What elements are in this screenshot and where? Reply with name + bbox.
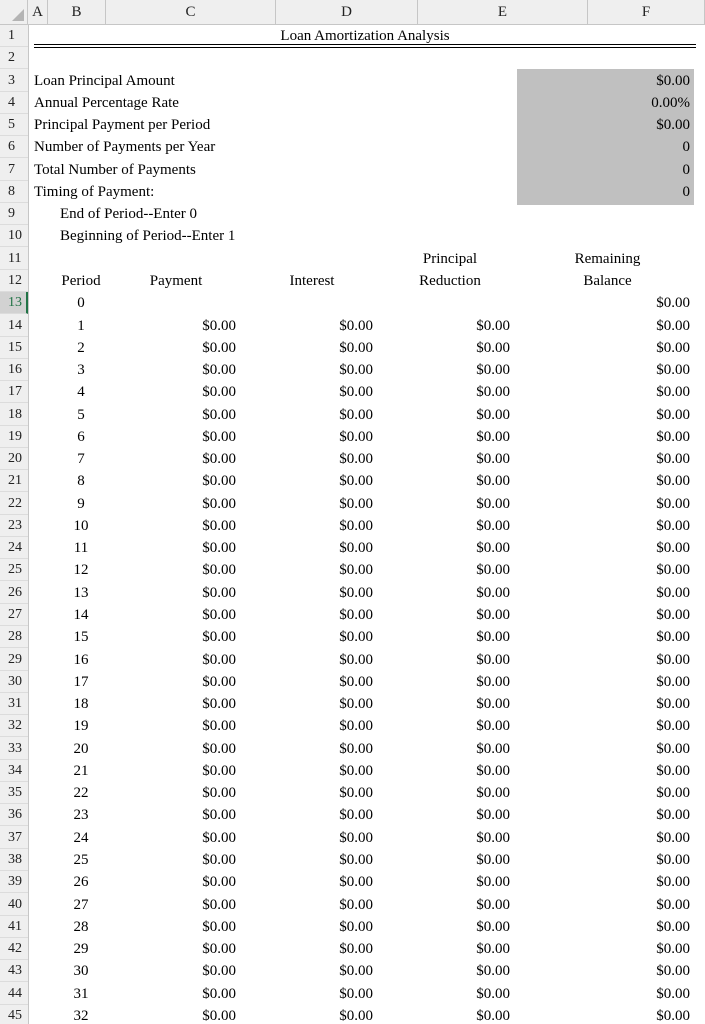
period-cell[interactable]: 14 [73, 607, 89, 624]
payment-cell[interactable]: $0.00 [202, 896, 236, 913]
payment-cell[interactable]: $0.00 [202, 829, 236, 846]
input-value[interactable]: 0 [682, 161, 690, 178]
payment-cell[interactable]: $0.00 [202, 584, 236, 601]
principal-cell[interactable]: $0.00 [476, 362, 510, 379]
interest-cell[interactable]: $0.00 [339, 718, 373, 735]
balance-cell[interactable]: $0.00 [656, 829, 690, 846]
payment-cell[interactable]: $0.00 [202, 428, 236, 445]
row-header-7[interactable]: 7 [0, 159, 28, 181]
principal-cell[interactable]: $0.00 [476, 428, 510, 445]
principal-cell[interactable]: $0.00 [476, 584, 510, 601]
period-cell[interactable]: 27 [73, 896, 89, 913]
payment-cell[interactable]: $0.00 [202, 851, 236, 868]
payment-cell[interactable]: $0.00 [202, 785, 236, 802]
row-header-11[interactable]: 11 [0, 248, 28, 270]
payment-cell[interactable]: $0.00 [202, 384, 236, 401]
header-balance-top[interactable]: Remaining [574, 250, 641, 267]
interest-cell[interactable]: $0.00 [339, 651, 373, 668]
payment-cell[interactable]: $0.00 [202, 362, 236, 379]
row-header-42[interactable]: 42 [0, 938, 28, 960]
input-label[interactable]: Annual Percentage Rate [34, 94, 179, 111]
balance-cell[interactable]: $0.00 [656, 896, 690, 913]
period-cell[interactable]: 18 [73, 696, 89, 713]
period-cell[interactable]: 25 [73, 851, 89, 868]
balance-cell[interactable]: $0.00 [656, 540, 690, 557]
principal-cell[interactable]: $0.00 [476, 406, 510, 423]
period-cell[interactable]: 21 [73, 762, 89, 779]
interest-cell[interactable]: $0.00 [339, 540, 373, 557]
principal-cell[interactable]: $0.00 [476, 985, 510, 1002]
payment-cell[interactable]: $0.00 [202, 740, 236, 757]
interest-cell[interactable]: $0.00 [339, 918, 373, 935]
principal-cell[interactable]: $0.00 [476, 785, 510, 802]
period-cell[interactable]: 2 [77, 339, 85, 356]
payment-cell[interactable]: $0.00 [202, 517, 236, 534]
period-cell[interactable]: 12 [73, 562, 89, 579]
row-header-1[interactable]: 1 [0, 25, 28, 47]
balance-cell[interactable]: $0.00 [656, 696, 690, 713]
select-all-corner[interactable] [0, 0, 28, 24]
column-header-bar [0, 0, 705, 25]
select-all-triangle-icon [12, 9, 24, 21]
balance-cell[interactable]: $0.00 [656, 584, 690, 601]
interest-cell[interactable]: $0.00 [339, 874, 373, 891]
interest-cell[interactable]: $0.00 [339, 963, 373, 980]
balance-cell[interactable]: $0.00 [656, 473, 690, 490]
period-cell[interactable]: 22 [73, 785, 89, 802]
row-header-13[interactable]: 13 [0, 292, 28, 314]
row-header-43[interactable]: 43 [0, 960, 28, 982]
title-underline-double [34, 47, 696, 48]
input-label[interactable]: Loan Principal Amount [34, 72, 175, 89]
interest-cell[interactable]: $0.00 [339, 317, 373, 334]
interest-cell[interactable]: $0.00 [339, 362, 373, 379]
payment-cell[interactable]: $0.00 [202, 607, 236, 624]
balance-cell[interactable]: $0.00 [656, 384, 690, 401]
row-header-36[interactable]: 36 [0, 804, 28, 826]
column-header-b[interactable]: B [48, 0, 106, 24]
payment-cell[interactable]: $0.00 [202, 451, 236, 468]
payment-cell[interactable]: $0.00 [202, 918, 236, 935]
input-label[interactable]: Timing of Payment: [34, 183, 155, 200]
row-header-17[interactable]: 17 [0, 381, 28, 403]
row-header-27[interactable]: 27 [0, 604, 28, 626]
period-cell[interactable]: 23 [73, 807, 89, 824]
balance-cell[interactable]: $0.00 [656, 607, 690, 624]
row-header-4[interactable]: 4 [0, 92, 28, 114]
row-header-45[interactable]: 45 [0, 1005, 28, 1024]
row-header-18[interactable]: 18 [0, 404, 28, 426]
row-header-37[interactable]: 37 [0, 827, 28, 849]
row-header-30[interactable]: 30 [0, 671, 28, 693]
period-cell[interactable]: 26 [73, 874, 89, 891]
balance-cell[interactable]: $0.00 [656, 918, 690, 935]
timing-note[interactable]: Beginning of Period--Enter 1 [60, 228, 236, 245]
row-header-6[interactable]: 6 [0, 136, 28, 158]
sheet-title[interactable]: Loan Amortization Analysis [280, 28, 450, 44]
row-header-25[interactable]: 25 [0, 559, 28, 581]
interest-cell[interactable]: $0.00 [339, 428, 373, 445]
column-header-e[interactable]: E [418, 0, 588, 24]
payment-cell[interactable]: $0.00 [202, 317, 236, 334]
payment-cell[interactable]: $0.00 [202, 473, 236, 490]
row-header-32[interactable]: 32 [0, 715, 28, 737]
interest-cell[interactable]: $0.00 [339, 562, 373, 579]
payment-cell[interactable]: $0.00 [202, 1007, 236, 1024]
row-header-15[interactable]: 15 [0, 337, 28, 359]
input-value[interactable]: 0 [682, 183, 690, 200]
balance-cell[interactable]: $0.00 [656, 941, 690, 958]
payment-cell[interactable]: $0.00 [202, 807, 236, 824]
row-header-28[interactable]: 28 [0, 626, 28, 648]
balance-cell[interactable]: $0.00 [656, 362, 690, 379]
principal-cell[interactable]: $0.00 [476, 874, 510, 891]
input-value[interactable]: 0.00% [651, 94, 690, 111]
payment-cell[interactable]: $0.00 [202, 963, 236, 980]
payment-cell[interactable]: $0.00 [202, 941, 236, 958]
balance-cell[interactable]: $0.00 [656, 495, 690, 512]
interest-cell[interactable]: $0.00 [339, 762, 373, 779]
balance-cell[interactable]: $0.00 [656, 807, 690, 824]
row-header-23[interactable]: 23 [0, 515, 28, 537]
timing-note[interactable]: End of Period--Enter 0 [60, 206, 198, 223]
row-header-8[interactable]: 8 [0, 181, 28, 203]
payment-cell[interactable]: $0.00 [202, 696, 236, 713]
principal-cell[interactable]: $0.00 [476, 740, 510, 757]
principal-cell[interactable]: $0.00 [476, 718, 510, 735]
balance-cell[interactable]: $0.00 [656, 295, 690, 312]
principal-cell[interactable]: $0.00 [476, 696, 510, 713]
interest-cell[interactable]: $0.00 [339, 339, 373, 356]
row-header-9[interactable]: 9 [0, 203, 28, 225]
principal-cell[interactable]: $0.00 [476, 517, 510, 534]
interest-cell[interactable]: $0.00 [339, 406, 373, 423]
period-cell[interactable]: 31 [73, 985, 89, 1002]
period-cell[interactable]: 11 [73, 540, 89, 557]
interest-cell[interactable]: $0.00 [339, 807, 373, 824]
row-header-29[interactable]: 29 [0, 649, 28, 671]
principal-cell[interactable]: $0.00 [476, 629, 510, 646]
balance-cell[interactable]: $0.00 [656, 785, 690, 802]
principal-cell[interactable]: $0.00 [476, 562, 510, 579]
row-header-12[interactable]: 12 [0, 270, 28, 292]
period-cell[interactable]: 32 [73, 1007, 89, 1024]
balance-cell[interactable]: $0.00 [656, 985, 690, 1002]
period-cell[interactable]: 13 [73, 584, 89, 601]
balance-cell[interactable]: $0.00 [656, 562, 690, 579]
payment-cell[interactable]: $0.00 [202, 562, 236, 579]
period-cell[interactable]: 20 [73, 740, 89, 757]
interest-cell[interactable]: $0.00 [339, 473, 373, 490]
interest-cell[interactable]: $0.00 [339, 896, 373, 913]
row-header-22[interactable]: 22 [0, 493, 28, 515]
principal-cell[interactable]: $0.00 [476, 851, 510, 868]
interest-cell[interactable]: $0.00 [339, 629, 373, 646]
interest-cell[interactable]: $0.00 [339, 384, 373, 401]
payment-cell[interactable]: $0.00 [202, 718, 236, 735]
row-header-3[interactable]: 3 [0, 70, 28, 92]
row-header-39[interactable]: 39 [0, 871, 28, 893]
payment-cell[interactable]: $0.00 [202, 406, 236, 423]
balance-cell[interactable]: $0.00 [656, 874, 690, 891]
input-label[interactable]: Number of Payments per Year [34, 139, 216, 156]
payment-cell[interactable]: $0.00 [202, 629, 236, 646]
payment-cell[interactable]: $0.00 [202, 339, 236, 356]
payment-cell[interactable]: $0.00 [202, 762, 236, 779]
row-header-44[interactable]: 44 [0, 983, 28, 1005]
interest-cell[interactable]: $0.00 [339, 495, 373, 512]
balance-cell[interactable]: $0.00 [656, 673, 690, 690]
interest-cell[interactable]: $0.00 [339, 1007, 373, 1024]
header-principal-top[interactable]: Principal [422, 250, 478, 267]
row-header-16[interactable]: 16 [0, 359, 28, 381]
balance-cell[interactable]: $0.00 [656, 1007, 690, 1024]
period-cell[interactable]: 7 [77, 451, 85, 468]
principal-cell[interactable]: $0.00 [476, 495, 510, 512]
interest-cell[interactable]: $0.00 [339, 851, 373, 868]
interest-cell[interactable]: $0.00 [339, 451, 373, 468]
row-header-20[interactable]: 20 [0, 448, 28, 470]
interest-cell[interactable]: $0.00 [339, 785, 373, 802]
interest-cell[interactable]: $0.00 [339, 740, 373, 757]
interest-cell[interactable]: $0.00 [339, 985, 373, 1002]
input-value[interactable]: 0 [682, 139, 690, 156]
column-header-d[interactable]: D [276, 0, 418, 24]
interest-cell[interactable]: $0.00 [339, 829, 373, 846]
principal-cell[interactable]: $0.00 [476, 918, 510, 935]
balance-cell[interactable]: $0.00 [656, 851, 690, 868]
row-header-5[interactable]: 5 [0, 114, 28, 136]
row-header-26[interactable]: 26 [0, 582, 28, 604]
period-cell[interactable]: 1 [77, 317, 85, 334]
period-cell[interactable]: 29 [73, 941, 89, 958]
interest-cell[interactable]: $0.00 [339, 673, 373, 690]
input-value[interactable]: $0.00 [656, 117, 690, 134]
period-cell[interactable]: 5 [77, 406, 85, 423]
balance-cell[interactable]: $0.00 [656, 629, 690, 646]
row-header-33[interactable]: 33 [0, 738, 28, 760]
input-value[interactable]: $0.00 [656, 72, 690, 89]
row-header-bar [0, 25, 29, 1024]
principal-cell[interactable]: $0.00 [476, 473, 510, 490]
principal-cell[interactable]: $0.00 [476, 941, 510, 958]
principal-cell[interactable]: $0.00 [476, 807, 510, 824]
row-header-34[interactable]: 34 [0, 760, 28, 782]
row-header-41[interactable]: 41 [0, 916, 28, 938]
balance-cell[interactable]: $0.00 [656, 762, 690, 779]
balance-cell[interactable]: $0.00 [656, 339, 690, 356]
balance-cell[interactable]: $0.00 [656, 718, 690, 735]
row-header-14[interactable]: 14 [0, 315, 28, 337]
period-cell[interactable]: 16 [73, 651, 89, 668]
principal-cell[interactable]: $0.00 [476, 451, 510, 468]
principal-cell[interactable]: $0.00 [476, 317, 510, 334]
interest-cell[interactable]: $0.00 [339, 607, 373, 624]
payment-cell[interactable]: $0.00 [202, 540, 236, 557]
balance-cell[interactable]: $0.00 [656, 517, 690, 534]
row-header-35[interactable]: 35 [0, 782, 28, 804]
period-cell[interactable]: 0 [77, 295, 85, 312]
header-principal-bottom[interactable]: Reduction [419, 272, 481, 289]
payment-cell[interactable]: $0.00 [202, 651, 236, 668]
period-cell[interactable]: 17 [73, 673, 89, 690]
column-header-c[interactable]: C [106, 0, 276, 24]
period-cell[interactable]: 4 [77, 384, 85, 401]
payment-cell[interactable]: $0.00 [202, 985, 236, 1002]
row-header-10[interactable]: 10 [0, 225, 28, 247]
interest-cell[interactable]: $0.00 [339, 584, 373, 601]
balance-cell[interactable]: $0.00 [656, 428, 690, 445]
column-header-f[interactable]: F [588, 0, 705, 24]
balance-cell[interactable]: $0.00 [656, 740, 690, 757]
balance-cell[interactable]: $0.00 [656, 317, 690, 334]
period-cell[interactable]: 30 [73, 963, 89, 980]
principal-cell[interactable]: $0.00 [476, 540, 510, 557]
header-interest[interactable]: Interest [289, 272, 335, 289]
interest-cell[interactable]: $0.00 [339, 696, 373, 713]
principal-cell[interactable]: $0.00 [476, 1007, 510, 1024]
interest-cell[interactable]: $0.00 [339, 941, 373, 958]
period-cell[interactable]: 24 [73, 829, 89, 846]
row-header-21[interactable]: 21 [0, 470, 28, 492]
period-cell[interactable]: 10 [73, 517, 89, 534]
row-header-40[interactable]: 40 [0, 894, 28, 916]
payment-cell[interactable]: $0.00 [202, 495, 236, 512]
period-cell[interactable]: 15 [73, 629, 89, 646]
principal-cell[interactable]: $0.00 [476, 607, 510, 624]
header-balance-bottom[interactable]: Balance [583, 272, 632, 289]
row-header-2[interactable]: 2 [0, 47, 28, 69]
balance-cell[interactable]: $0.00 [656, 963, 690, 980]
row-header-19[interactable]: 19 [0, 426, 28, 448]
header-payment[interactable]: Payment [149, 272, 203, 289]
principal-cell[interactable]: $0.00 [476, 829, 510, 846]
header-period[interactable]: Period [61, 272, 101, 289]
input-label[interactable]: Principal Payment per Period [34, 117, 211, 134]
principal-cell[interactable]: $0.00 [476, 673, 510, 690]
column-header-a[interactable]: A [28, 0, 48, 24]
principal-cell[interactable]: $0.00 [476, 339, 510, 356]
row-header-24[interactable]: 24 [0, 537, 28, 559]
balance-cell[interactable]: $0.00 [656, 651, 690, 668]
principal-cell[interactable]: $0.00 [476, 762, 510, 779]
balance-cell[interactable]: $0.00 [656, 406, 690, 423]
payment-cell[interactable]: $0.00 [202, 673, 236, 690]
row-header-31[interactable]: 31 [0, 693, 28, 715]
period-cell[interactable]: 6 [77, 428, 85, 445]
principal-cell[interactable]: $0.00 [476, 896, 510, 913]
principal-cell[interactable]: $0.00 [476, 651, 510, 668]
input-label[interactable]: Total Number of Payments [34, 161, 196, 178]
row-header-38[interactable]: 38 [0, 849, 28, 871]
principal-cell[interactable]: $0.00 [476, 963, 510, 980]
period-cell[interactable]: 3 [77, 362, 85, 379]
period-cell[interactable]: 8 [77, 473, 85, 490]
period-cell[interactable]: 9 [77, 495, 85, 512]
payment-cell[interactable]: $0.00 [202, 874, 236, 891]
period-cell[interactable]: 28 [73, 918, 89, 935]
period-cell[interactable]: 19 [73, 718, 89, 735]
principal-cell[interactable]: $0.00 [476, 384, 510, 401]
interest-cell[interactable]: $0.00 [339, 517, 373, 534]
balance-cell[interactable]: $0.00 [656, 451, 690, 468]
